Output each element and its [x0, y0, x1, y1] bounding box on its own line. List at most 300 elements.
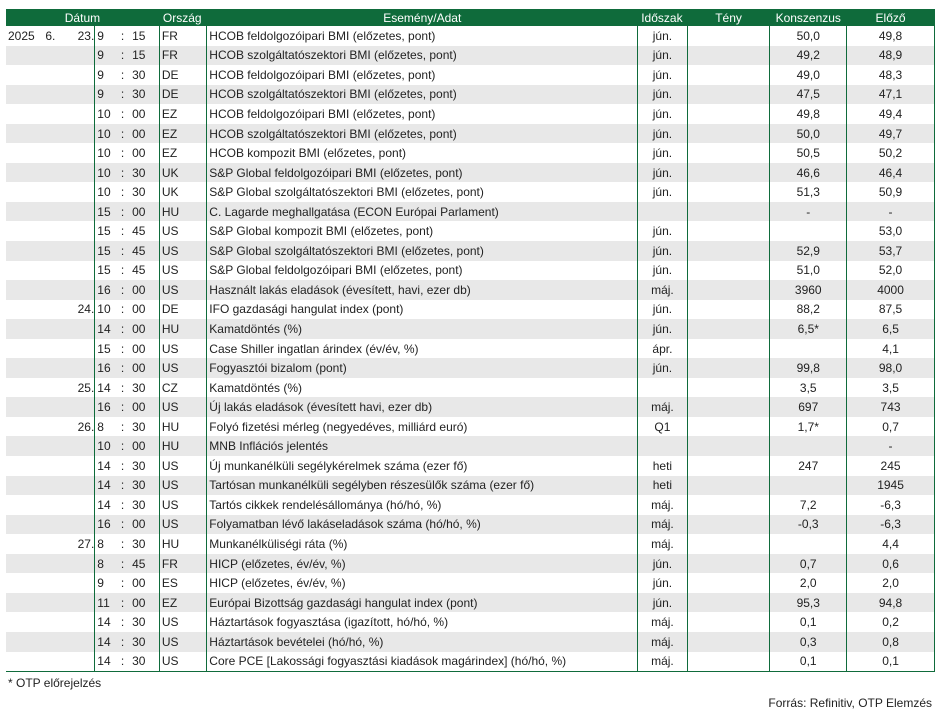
table-row	[6, 515, 935, 535]
cell-consensus: 49,0	[770, 65, 847, 85]
cell-year	[6, 163, 38, 183]
cell-consensus: 0,1	[770, 652, 847, 672]
cell-event: Core PCE [Lakossági fogyasztási kiadások magárindex] (hó/hó, %)	[207, 652, 638, 672]
cell-time-separator: :	[115, 358, 130, 378]
cell-day	[63, 319, 95, 339]
header-row	[6, 9, 935, 26]
cell-country: FR	[159, 554, 206, 574]
cell-time-separator: :	[115, 632, 130, 652]
cell-month	[38, 143, 62, 163]
cell-previous: 0,2	[847, 612, 935, 632]
cell-time-separator: :	[120, 185, 125, 200]
cell-actual	[687, 85, 770, 105]
cell-month	[38, 65, 62, 85]
cell-year	[6, 46, 38, 66]
cell-hour: 10	[95, 163, 115, 183]
cell-month	[38, 358, 62, 378]
cell-consensus: 51,3	[770, 182, 847, 202]
cell-year	[6, 280, 38, 300]
cell-period: jún.	[638, 261, 687, 281]
cell-country: FR	[159, 26, 206, 46]
cell-month	[38, 436, 62, 456]
cell-actual	[687, 495, 770, 515]
cell-hour: 9	[95, 85, 115, 105]
cell-year	[6, 534, 38, 554]
cell-country: US	[159, 476, 206, 496]
cell-previous: 1945	[847, 476, 935, 496]
cell-event: HICP (előzetes, év/év, %)	[207, 573, 638, 593]
cell-event: Háztartások fogyasztása (igazított, hó/hó, %)	[207, 612, 638, 632]
cell-event: HCOB szolgáltatószektori BMI (előzetes, pont)	[207, 85, 638, 105]
table-row	[6, 85, 935, 105]
cell-year	[6, 456, 38, 476]
cell-period: máj.	[638, 632, 687, 652]
cell-time-separator: :	[120, 458, 125, 473]
cell-month	[38, 378, 62, 398]
cell-country: EZ	[159, 143, 206, 163]
cell-actual	[687, 652, 770, 672]
cell-day	[63, 554, 95, 574]
cell-consensus: 46,6	[770, 163, 847, 183]
cell-month	[38, 85, 62, 105]
cell-actual	[687, 632, 770, 652]
cell-event: HCOB szolgáltatószektori BMI (előzetes, pont)	[207, 46, 638, 66]
cell-year	[6, 124, 38, 144]
cell-day	[63, 612, 95, 632]
cell-hour: 9	[95, 26, 115, 46]
cell-month: 6.	[45, 28, 56, 43]
cell-period	[638, 378, 687, 398]
cell-event: Fogyasztói bizalom (pont)	[207, 358, 638, 378]
table-row	[6, 241, 935, 261]
cell-period: jún.	[638, 554, 687, 574]
cell-hour: 15	[95, 241, 115, 261]
cell-previous: 0,7	[847, 417, 935, 437]
cell-previous: 48,9	[847, 46, 935, 66]
cell-actual	[687, 182, 770, 202]
cell-consensus: 0,1	[770, 612, 847, 632]
cell-day	[63, 339, 95, 359]
cell-consensus: 49,2	[770, 46, 847, 66]
cell-minute: 30	[132, 380, 146, 395]
cell-time-separator: :	[120, 67, 125, 82]
cell-hour: 9	[95, 573, 115, 593]
cell-country: US	[159, 221, 206, 241]
cell-country: HU	[159, 534, 206, 554]
cell-day	[63, 182, 95, 202]
cell-day	[63, 436, 95, 456]
cell-period: jún.	[638, 319, 687, 339]
cell-time-separator: :	[115, 319, 130, 339]
table-row	[6, 554, 935, 574]
cell-period: jún.	[638, 221, 687, 241]
cell-consensus: 0,3	[770, 632, 847, 652]
cell-period: máj.	[638, 652, 687, 672]
table-row	[6, 319, 935, 339]
cell-day	[63, 397, 95, 417]
cell-actual	[687, 593, 770, 613]
cell-actual	[687, 319, 770, 339]
cell-country: ES	[159, 573, 206, 593]
cell-day	[63, 46, 95, 66]
cell-minute: 45	[130, 554, 159, 574]
cell-day	[63, 358, 95, 378]
table-row	[6, 456, 935, 476]
cell-consensus: 52,9	[770, 241, 847, 261]
cell-consensus: 99,8	[770, 358, 847, 378]
cell-actual	[687, 261, 770, 281]
cell-month	[38, 241, 62, 261]
cell-year	[6, 417, 38, 437]
table-row	[6, 573, 935, 593]
cell-country: US	[159, 358, 206, 378]
header-orszag: Ország	[159, 9, 206, 26]
header-esemeny: Esemény/Adat	[207, 9, 638, 26]
cell-minute: 00	[130, 280, 159, 300]
cell-minute: 00	[130, 124, 159, 144]
table-row	[6, 46, 935, 66]
cell-time-separator: :	[120, 536, 125, 551]
cell-time-separator: :	[115, 476, 130, 496]
cell-consensus: 50,0	[770, 26, 847, 46]
cell-consensus: -	[770, 202, 847, 222]
cell-event: Folyamatban lévő lakáseladások száma (hó/hó, %)	[207, 515, 638, 535]
cell-minute: 30	[130, 652, 159, 672]
cell-time-separator: :	[115, 280, 130, 300]
cell-time-separator: :	[120, 497, 125, 512]
cell-time-separator: :	[115, 46, 130, 66]
cell-time-separator: :	[115, 652, 130, 672]
cell-year	[6, 573, 38, 593]
cell-minute: 15	[132, 28, 146, 43]
cell-country: US	[159, 339, 206, 359]
cell-previous: 49,4	[847, 104, 935, 124]
cell-consensus: 50,0	[770, 124, 847, 144]
cell-day	[63, 241, 95, 261]
cell-event: HCOB feldolgozóipari BMI (előzetes, pont)	[207, 26, 638, 46]
cell-country: HU	[159, 319, 206, 339]
cell-event: HCOB feldolgozóipari BMI (előzetes, pont)	[207, 104, 638, 124]
cell-actual	[687, 163, 770, 183]
cell-previous: -	[847, 436, 935, 456]
table-row	[6, 417, 935, 437]
cell-minute: 45	[130, 241, 159, 261]
cell-day	[63, 143, 95, 163]
cell-year: 2025	[8, 28, 35, 43]
cell-period: jún.	[638, 593, 687, 613]
cell-previous: 87,5	[847, 300, 935, 320]
cell-previous: 6,5	[847, 319, 935, 339]
table-row	[6, 163, 935, 183]
cell-hour: 16	[95, 515, 115, 535]
cell-time-separator: :	[115, 593, 130, 613]
cell-month	[38, 515, 62, 535]
cell-year	[6, 652, 38, 672]
cell-year	[6, 261, 38, 281]
cell-period: ápr.	[638, 339, 687, 359]
cell-minute: 00	[130, 593, 159, 613]
table-row	[6, 26, 935, 46]
cell-previous: 50,9	[847, 182, 935, 202]
cell-hour: 11	[95, 593, 115, 613]
cell-hour: 14	[95, 652, 115, 672]
cell-hour: 14	[95, 612, 115, 632]
cell-time-separator: :	[115, 515, 130, 535]
header-elozo: Előző	[847, 9, 935, 26]
cell-time-separator: :	[115, 436, 130, 456]
cell-previous: 2,0	[847, 573, 935, 593]
cell-period: jún.	[638, 46, 687, 66]
cell-month	[38, 202, 62, 222]
cell-period: jún.	[638, 104, 687, 124]
cell-actual	[687, 515, 770, 535]
cell-actual	[687, 241, 770, 261]
cell-day	[63, 515, 95, 535]
cell-previous: 47,1	[847, 85, 935, 105]
cell-previous: -	[847, 202, 935, 222]
cell-year	[6, 378, 38, 398]
cell-event: HCOB kompozit BMI (előzetes, pont)	[207, 143, 638, 163]
cell-hour: 16	[95, 280, 115, 300]
cell-previous: 52,0	[847, 261, 935, 281]
cell-minute: 30	[132, 185, 146, 200]
cell-consensus: 3,5	[770, 378, 847, 398]
cell-period: jún.	[638, 573, 687, 593]
table-row	[6, 495, 935, 515]
cell-day	[63, 124, 95, 144]
cell-previous: 0,6	[847, 554, 935, 574]
cell-month	[38, 495, 62, 515]
cell-event: HCOB feldolgozóipari BMI (előzetes, pont)	[207, 65, 638, 85]
cell-actual	[687, 456, 770, 476]
cell-actual	[687, 612, 770, 632]
cell-consensus: 1,7*	[770, 417, 847, 437]
cell-previous: 98,0	[847, 358, 935, 378]
cell-minute: 30	[132, 497, 146, 512]
cell-hour: 15	[95, 202, 115, 222]
cell-country: EZ	[159, 124, 206, 144]
cell-consensus: -0,3	[770, 515, 847, 535]
cell-event: Új munkanélküli segélykérelmek száma (ezer fő)	[207, 456, 638, 476]
cell-year	[6, 593, 38, 613]
cell-day	[63, 573, 95, 593]
cell-day	[63, 495, 95, 515]
cell-minute: 00	[130, 515, 159, 535]
cell-minute: 00	[130, 319, 159, 339]
economic-calendar-table	[6, 9, 935, 672]
table-row	[6, 65, 935, 85]
cell-year	[6, 104, 38, 124]
cell-minute: 45	[132, 224, 146, 239]
cell-actual	[687, 104, 770, 124]
cell-country: HU	[159, 436, 206, 456]
cell-country: US	[159, 397, 206, 417]
cell-event: HICP (előzetes, év/év, %)	[207, 554, 638, 574]
cell-year	[6, 202, 38, 222]
cell-minute: 30	[132, 536, 146, 551]
cell-event: Kamatdöntés (%)	[207, 319, 638, 339]
table-row	[6, 300, 935, 320]
cell-time-separator: :	[120, 302, 125, 317]
cell-actual	[687, 46, 770, 66]
cell-time-separator: :	[115, 163, 130, 183]
table-row	[6, 612, 935, 632]
cell-hour: 8	[95, 417, 115, 437]
cell-period: heti	[638, 476, 687, 496]
cell-consensus	[770, 476, 847, 496]
cell-country: US	[159, 632, 206, 652]
cell-time-separator: :	[120, 419, 125, 434]
cell-minute: 30	[130, 163, 159, 183]
cell-day	[63, 104, 95, 124]
cell-country: CZ	[159, 378, 206, 398]
cell-month	[38, 163, 62, 183]
cell-consensus: 0,7	[770, 554, 847, 574]
cell-previous: 53,0	[847, 221, 935, 241]
cell-actual	[687, 476, 770, 496]
table-row	[6, 339, 935, 359]
table-row	[6, 280, 935, 300]
cell-event: Folyó fizetési mérleg (negyedéves, milliárd euró)	[207, 417, 638, 437]
table-row	[6, 397, 935, 417]
cell-event: S&P Global kompozit BMI (előzetes, pont)	[207, 221, 638, 241]
cell-country: UK	[159, 163, 206, 183]
cell-previous: 0,1	[847, 652, 935, 672]
cell-day	[63, 221, 95, 241]
cell-period	[638, 436, 687, 456]
cell-period: máj.	[638, 515, 687, 535]
cell-previous: 4000	[847, 280, 935, 300]
cell-year	[6, 65, 38, 85]
cell-year	[6, 554, 38, 574]
cell-period: jún.	[638, 300, 687, 320]
cell-actual	[687, 143, 770, 163]
cell-time-separator: :	[115, 397, 130, 417]
cell-month	[38, 46, 62, 66]
header-konszenzus: Konszenzus	[770, 9, 847, 26]
cell-consensus	[770, 534, 847, 554]
cell-month	[38, 124, 62, 144]
cell-month	[38, 652, 62, 672]
cell-actual	[687, 573, 770, 593]
header-idoszak: Időszak	[638, 9, 687, 26]
cell-minute: 00	[130, 436, 159, 456]
cell-year	[6, 182, 38, 202]
cell-consensus: 247	[770, 456, 847, 476]
cell-actual	[687, 534, 770, 554]
cell-previous: 53,7	[847, 241, 935, 261]
table-row	[6, 202, 935, 222]
cell-event: C. Lagarde meghallgatása (ECON Európai Parlament)	[207, 202, 638, 222]
cell-event: S&P Global feldolgozóipari BMI (előzetes, pont)	[207, 261, 638, 281]
cell-minute: 00	[132, 146, 146, 161]
cell-period: heti	[638, 456, 687, 476]
cell-month	[38, 339, 62, 359]
cell-month	[38, 397, 62, 417]
cell-day	[63, 280, 95, 300]
cell-period: jún.	[638, 143, 687, 163]
cell-event: S&P Global szolgáltatószektori BMI (előzetes, pont)	[207, 182, 638, 202]
cell-year	[6, 397, 38, 417]
cell-hour: 14	[95, 378, 115, 398]
cell-month	[38, 182, 62, 202]
cell-hour: 9	[95, 46, 115, 66]
table-row	[6, 261, 935, 281]
cell-period: jún.	[638, 65, 687, 85]
cell-previous: 245	[847, 456, 935, 476]
cell-minute: 45	[132, 263, 146, 278]
cell-year	[6, 632, 38, 652]
cell-previous: -6,3	[847, 515, 935, 535]
cell-actual	[687, 358, 770, 378]
cell-actual	[687, 65, 770, 85]
cell-hour: 16	[95, 397, 115, 417]
cell-minute: 30	[132, 419, 146, 434]
cell-event: Európai Bizottság gazdasági hangulat index (pont)	[207, 593, 638, 613]
cell-minute: 00	[132, 106, 146, 121]
cell-minute: 15	[130, 46, 159, 66]
cell-actual	[687, 221, 770, 241]
cell-actual	[687, 378, 770, 398]
cell-year	[6, 85, 38, 105]
cell-country: US	[159, 261, 206, 281]
cell-year	[6, 436, 38, 456]
cell-country: HU	[159, 202, 206, 222]
cell-period: máj.	[638, 495, 687, 515]
cell-period: jún.	[638, 182, 687, 202]
cell-month	[38, 300, 62, 320]
table-row	[6, 104, 935, 124]
cell-day: 27.	[77, 536, 95, 551]
cell-consensus	[770, 339, 847, 359]
cell-hour: 10	[95, 436, 115, 456]
cell-event: HCOB szolgáltatószektori BMI (előzetes, pont)	[207, 124, 638, 144]
cell-month	[38, 261, 62, 281]
cell-actual	[687, 436, 770, 456]
cell-year	[6, 241, 38, 261]
table-row	[6, 143, 935, 163]
source-note: Forrás: Refinitiv, OTP Elemzés	[768, 696, 932, 710]
header-teny: Tény	[687, 9, 770, 26]
cell-day	[63, 632, 95, 652]
cell-minute: 30	[132, 615, 146, 630]
cell-consensus: 2,0	[770, 573, 847, 593]
cell-month	[38, 476, 62, 496]
cell-country: EZ	[159, 593, 206, 613]
cell-time-separator: :	[120, 263, 125, 278]
cell-period: máj.	[638, 397, 687, 417]
cell-hour: 14	[95, 319, 115, 339]
cell-day	[63, 85, 95, 105]
cell-country: US	[159, 612, 206, 632]
cell-hour: 14	[95, 456, 115, 476]
cell-event: S&P Global szolgáltatószektori BMI (előzetes, pont)	[207, 241, 638, 261]
cell-minute: 30	[130, 632, 159, 652]
cell-time-separator: :	[120, 28, 125, 43]
cell-country: DE	[159, 300, 206, 320]
cell-actual	[687, 280, 770, 300]
cell-actual	[687, 554, 770, 574]
table-row	[6, 221, 935, 241]
cell-month	[38, 573, 62, 593]
cell-hour: 14	[95, 632, 115, 652]
cell-hour: 16	[95, 358, 115, 378]
cell-country: EZ	[159, 104, 206, 124]
cell-year	[6, 495, 38, 515]
cell-consensus: 7,2	[770, 495, 847, 515]
cell-period: Q1	[638, 417, 687, 437]
cell-country: DE	[159, 85, 206, 105]
